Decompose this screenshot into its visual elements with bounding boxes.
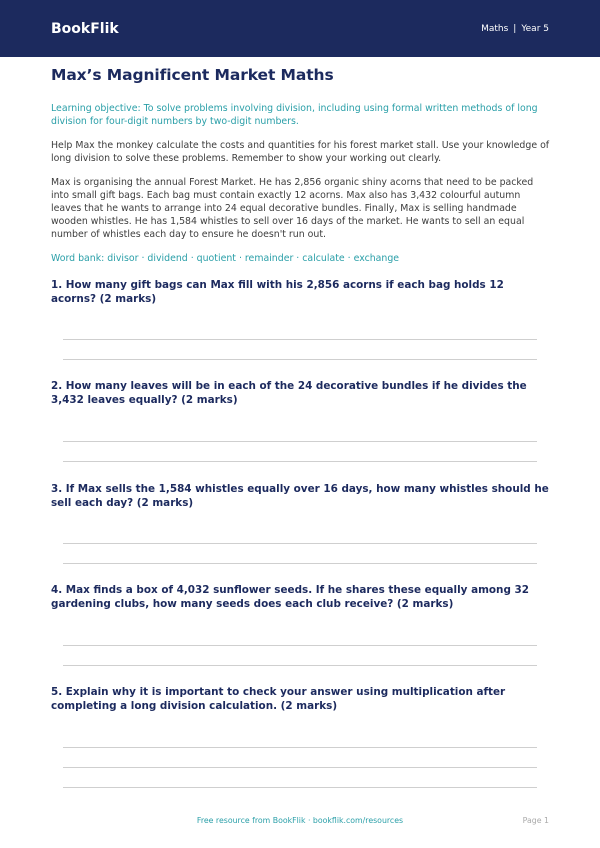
- question-text: 4. Max finds a box of 4,032 sunflower seeds. If he shares these equally among 32 gardening clubs, how many seeds does each club receive? (2 marks): [51, 584, 529, 610]
- answer-line[interactable]: [63, 339, 537, 340]
- answer-line[interactable]: [63, 767, 537, 768]
- question-5: [51, 685, 551, 713]
- answer-line[interactable]: [63, 359, 537, 360]
- page-title: Max’s Magnificent Market Maths: [51, 66, 334, 84]
- question-text: 1. How many gift bags can Max fill with his 2,856 acorns if each bag holds 12 acorns? (2 marks): [51, 279, 504, 305]
- question-text: 5. Explain why it is important to check your answer using multiplication after completing a long division calculation. (2 marks): [51, 686, 506, 712]
- story-paragraph: Max is organising the annual Forest Market. He has 2,856 organic shiny acorns that need to be packed into small gift bags. Each bag must contain exactly 12 acorns. Max also has 3,432 colourful autumn leaves that he wants to arrange into 24 equal decorative bundles. Finally, Max is selling handmade wooden whistles. He has 1,584 whistles to sell over 16 days of the market. He wants to sell an equal number of whistles each day to ensure he doesn't run out.: [51, 177, 534, 240]
- header-meta: [481, 24, 549, 34]
- question-text: 3. If Max sells the 1,584 whistles equally over 16 days, how many whistles should he sell each day? (2 marks): [51, 483, 549, 509]
- question-1: [51, 278, 551, 306]
- question-text: 2. How many leaves will be in each of the 24 decorative bundles if he divides the 3,432 leaves equally? (2 marks): [51, 380, 527, 406]
- meta-separator: |: [513, 23, 517, 34]
- question-4: [51, 583, 551, 611]
- answer-line[interactable]: [63, 645, 537, 646]
- header-bar: [0, 0, 600, 57]
- learning-objective: Learning objective: To solve problems involving division, including using formal written methods of long division for four-digit numbers by two-digit numbers.: [51, 103, 538, 127]
- answer-line[interactable]: [63, 787, 537, 788]
- footer-text[interactable]: Free resource from BookFlik · bookflik.com/resources: [196, 816, 404, 825]
- answer-line[interactable]: [63, 543, 537, 544]
- answer-line[interactable]: [63, 441, 537, 442]
- worksheet-content: [51, 66, 551, 283]
- intro-paragraph: Help Max the monkey calculate the costs and quantities for his forest market stall. Use your knowledge of long division to solve these problems. Remember to show your working out clearly.: [51, 140, 550, 164]
- answer-line[interactable]: [63, 747, 537, 748]
- brand-logo[interactable]: BookFlik: [51, 20, 119, 37]
- subject-label: Maths: [481, 23, 509, 34]
- answer-line[interactable]: [63, 563, 537, 564]
- question-2: [51, 379, 551, 407]
- question-3: [51, 482, 551, 510]
- answer-line[interactable]: [63, 461, 537, 462]
- year-label: Year 5: [521, 23, 549, 34]
- word-bank: Word bank: divisor · dividend · quotient · remainder · calculate · exchange: [51, 253, 400, 264]
- page-number: Page 1: [522, 816, 549, 825]
- answer-line[interactable]: [63, 665, 537, 666]
